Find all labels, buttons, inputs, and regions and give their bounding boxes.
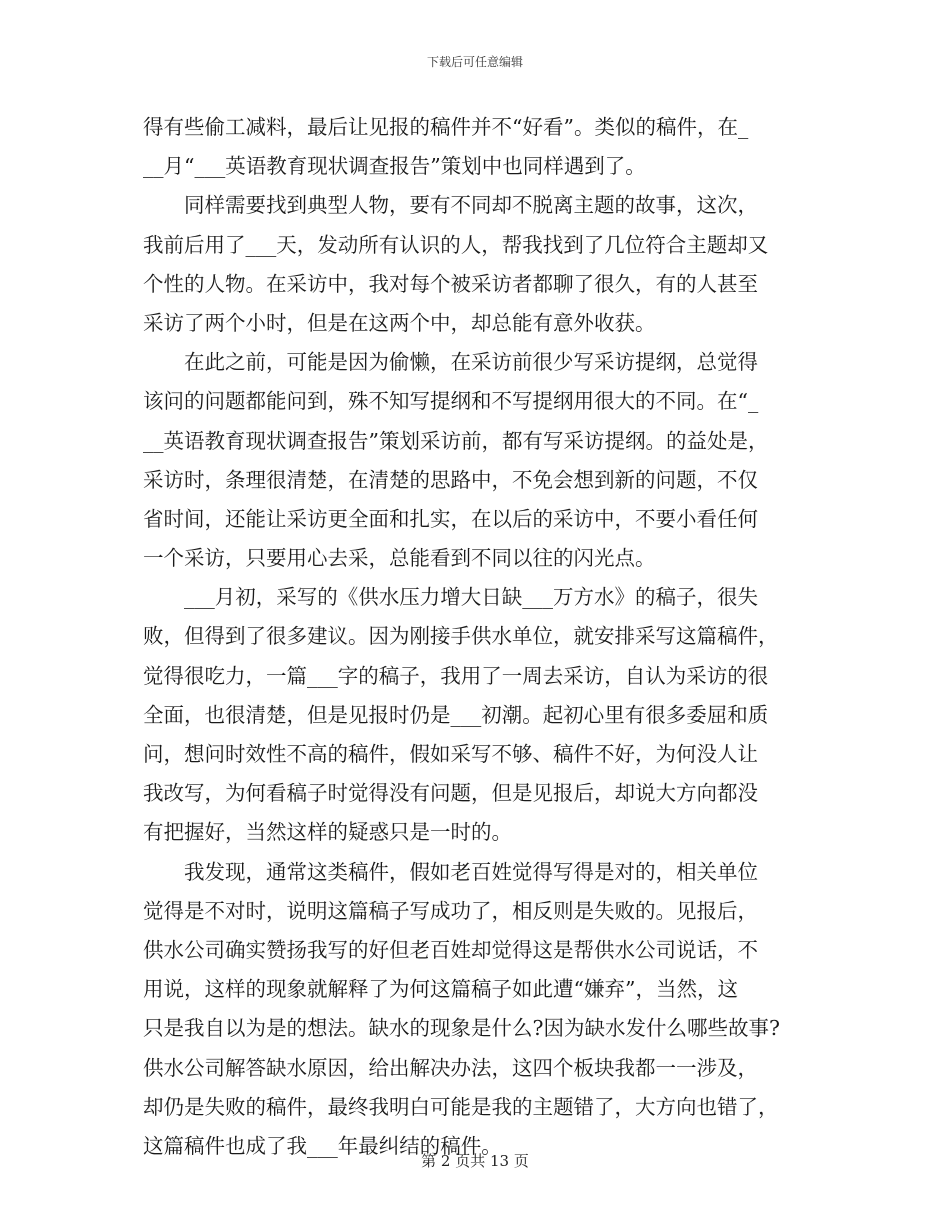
text-line: 有把握好，当然这样的疑惑只是一时的。 xyxy=(143,820,512,845)
page-header: 下载后可任意编辑 xyxy=(426,55,523,69)
text-line: 觉得是不对时，说明这篇稿子写成功了，相反则是失败的。见报后， xyxy=(143,898,758,923)
text-line: 用说，这样的现象就解释了为何这篇稿子如此遭“嫌弃”，当然，这 xyxy=(143,977,738,1002)
text-line: 供水公司确实赞扬我写的好但老百姓却觉得这是帮供水公司说话，不 xyxy=(143,937,758,962)
text-line: 我发现，通常这类稿件，假如老百姓觉得写得是对的，相关单位 xyxy=(143,859,758,884)
page-number: 第 2 页共 13 页 xyxy=(421,1152,529,1170)
text-line: 该问的问题都能问到，殊不知写提纲和不写提纲用很大的不同。在“_ xyxy=(143,389,759,414)
text-line: 败，但得到了很多建议。因为刚接手供水单位，就安排采写这篇稿件， xyxy=(143,624,779,649)
text-line: __英语教育现状调查报告”策划采访前，都有写采访提纲。的益处是， xyxy=(143,428,769,453)
text-line: 采访了两个小时，但是在这两个中，却总能有意外收获。 xyxy=(143,310,656,335)
text-line: 得有些偷工减料，最后让见报的稿件并不“好看”。类似的稿件，在_ xyxy=(143,115,749,139)
text-line: ___月初，采写的《供水压力增大日缺___万方水》的稿子，很失 xyxy=(143,585,758,610)
text-line: 这篇稿件也成了我___年最纠结的稿件。 xyxy=(143,1133,502,1158)
text-line: 同样需要找到典型人物，要有不同却不脱离主题的故事，这次， xyxy=(143,193,758,218)
text-line: 在此之前，可能是因为偷懒，在采访前很少写采访提纲，总觉得 xyxy=(143,350,758,375)
text-line: __月“___英语教育现状调查报告”策划中也同样遇到了。 xyxy=(143,154,646,179)
text-line: 我改写，为何看稿子时觉得没有问题，但是见报后，却说大方向都没 xyxy=(143,781,758,806)
text-line: 一个采访，只要用心去采，总能看到不同以往的闪光点。 xyxy=(143,546,656,571)
text-line: 供水公司解答缺水原因，给出解决办法，这四个板块我都一一涉及， xyxy=(143,1055,758,1080)
text-line: 觉得很吃力，一篇___字的稿子，我用了一周去采访，自认为采访的很 xyxy=(143,663,769,688)
text-line: 我前后用了___天，发动所有认识的人，帮我找到了几位符合主题却又 xyxy=(143,232,769,257)
text-line: 采访时，条理很清楚，在清楚的思路中，不免会想到新的问题，不仅 xyxy=(143,467,758,492)
text-line: 却仍是失败的稿件，最终我明白可能是我的主题错了，大方向也错了， xyxy=(143,1094,779,1119)
text-line: 全面，也很清楚，但是见报时仍是___初潮。起初心里有很多委屈和质 xyxy=(143,702,769,727)
text-line: 个性的人物。在采访中，我对每个被采访者都聊了很久，有的人甚至 xyxy=(143,271,758,296)
text-line: 只是我自以为是的想法。缺水的现象是什么?因为缺水发什么哪些故事? xyxy=(143,1016,780,1041)
text-line: 问，想问时效性不高的稿件，假如采写不够、稿件不好，为何没人让 xyxy=(143,742,758,766)
document-body xyxy=(143,108,813,1166)
text-line: 省时间，还能让采访更全面和扎实，在以后的采访中，不要小看任何 xyxy=(143,506,758,531)
